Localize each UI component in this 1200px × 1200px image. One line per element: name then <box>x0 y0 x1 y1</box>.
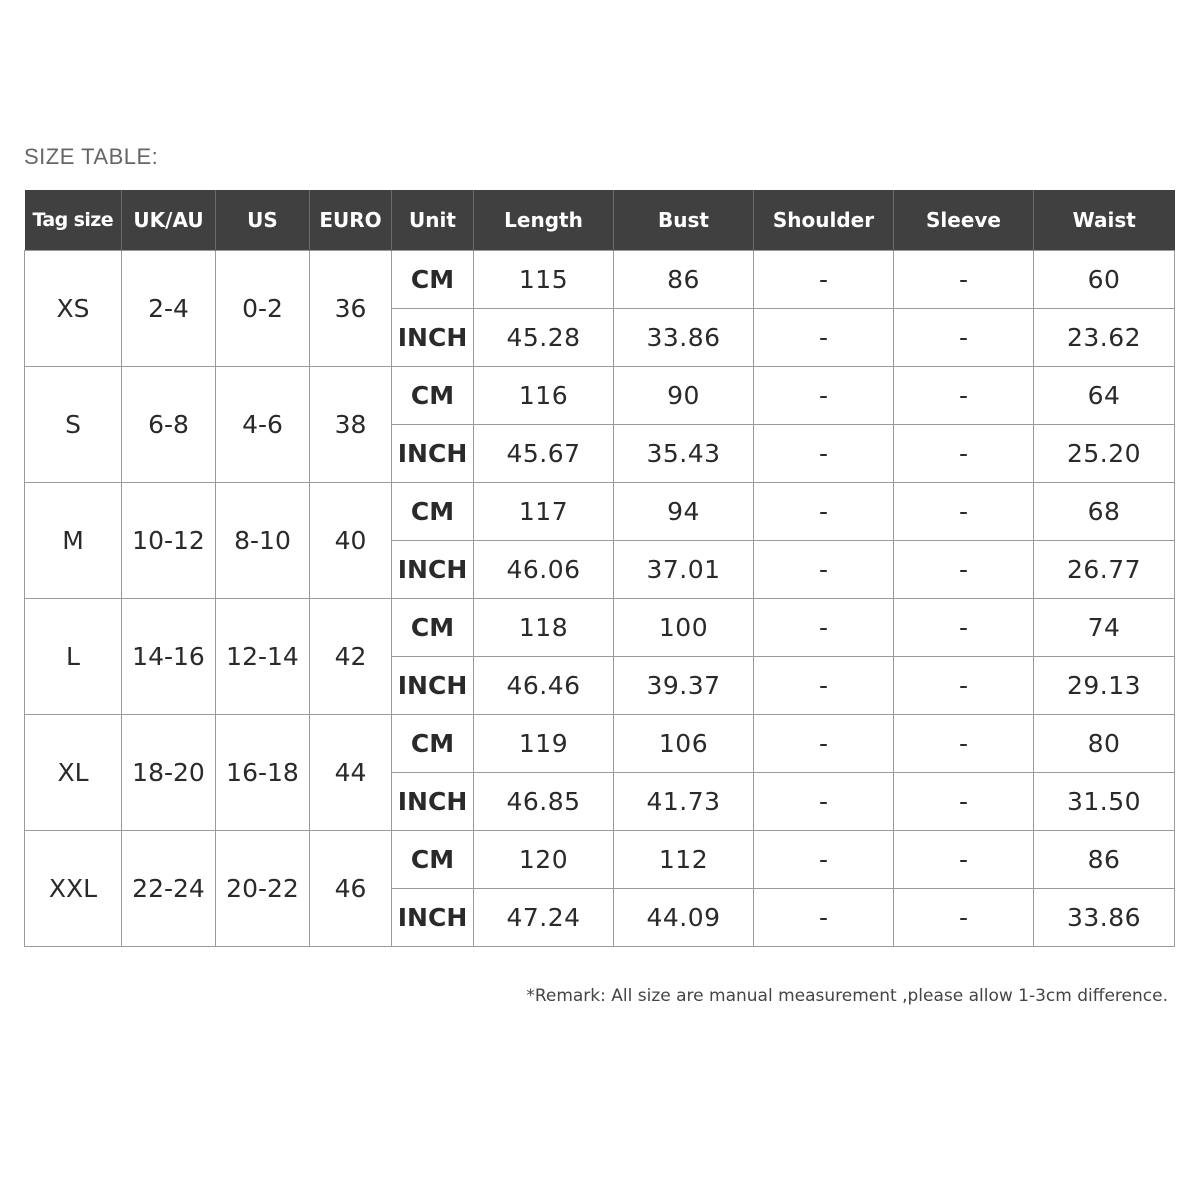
euro-cell: 40 <box>310 483 392 599</box>
length-cell: 46.46 <box>474 657 614 715</box>
header-us: US <box>216 190 310 251</box>
bust-cell: 112 <box>614 831 754 889</box>
shoulder-cell: - <box>754 309 894 367</box>
waist-cell: 60 <box>1034 251 1175 309</box>
unit-cell: CM <box>392 483 474 541</box>
table-row <box>25 831 1175 889</box>
waist-cell: 31.50 <box>1034 773 1175 831</box>
table-header <box>25 190 1175 251</box>
waist-cell: 29.13 <box>1034 657 1175 715</box>
shoulder-cell: - <box>754 483 894 541</box>
size-table-title: SIZE TABLE: <box>24 144 159 169</box>
us-cell: 4-6 <box>216 367 310 483</box>
shoulder-cell: - <box>754 831 894 889</box>
waist-cell: 86 <box>1034 831 1175 889</box>
unit-cell: CM <box>392 599 474 657</box>
uk-au-cell: 2-4 <box>122 251 216 367</box>
length-cell: 47.24 <box>474 889 614 947</box>
us-cell: 20-22 <box>216 831 310 947</box>
unit-cell: CM <box>392 367 474 425</box>
shoulder-cell: - <box>754 367 894 425</box>
size-table <box>24 190 1175 947</box>
sleeve-cell: - <box>894 657 1034 715</box>
length-cell: 118 <box>474 599 614 657</box>
sleeve-cell: - <box>894 309 1034 367</box>
unit-cell: CM <box>392 715 474 773</box>
length-cell: 46.06 <box>474 541 614 599</box>
sleeve-cell: - <box>894 831 1034 889</box>
length-cell: 45.28 <box>474 309 614 367</box>
bust-cell: 39.37 <box>614 657 754 715</box>
waist-cell: 68 <box>1034 483 1175 541</box>
unit-cell: CM <box>392 831 474 889</box>
shoulder-cell: - <box>754 657 894 715</box>
length-cell: 46.85 <box>474 773 614 831</box>
waist-cell: 25.20 <box>1034 425 1175 483</box>
bust-cell: 37.01 <box>614 541 754 599</box>
sleeve-cell: - <box>894 599 1034 657</box>
euro-cell: 42 <box>310 599 392 715</box>
uk-au-cell: 6-8 <box>122 367 216 483</box>
bust-cell: 94 <box>614 483 754 541</box>
sleeve-cell: - <box>894 251 1034 309</box>
tag-size-cell: M <box>25 483 122 599</box>
header-tag-size: Tag size <box>25 190 122 251</box>
header-row <box>25 190 1175 251</box>
bust-cell: 106 <box>614 715 754 773</box>
tag-size-cell: XL <box>25 715 122 831</box>
us-cell: 16-18 <box>216 715 310 831</box>
sleeve-cell: - <box>894 889 1034 947</box>
tag-size-cell: XXL <box>25 831 122 947</box>
uk-au-cell: 14-16 <box>122 599 216 715</box>
shoulder-cell: - <box>754 599 894 657</box>
length-cell: 116 <box>474 367 614 425</box>
uk-au-cell: 18-20 <box>122 715 216 831</box>
length-cell: 117 <box>474 483 614 541</box>
us-cell: 12-14 <box>216 599 310 715</box>
bust-cell: 100 <box>614 599 754 657</box>
table-row <box>25 715 1175 773</box>
remark-note: *Remark: All size are manual measurement ,please allow 1-3cm difference. <box>526 986 1168 1006</box>
table-row <box>25 251 1175 309</box>
shoulder-cell: - <box>754 715 894 773</box>
length-cell: 45.67 <box>474 425 614 483</box>
bust-cell: 44.09 <box>614 889 754 947</box>
tag-size-cell: L <box>25 599 122 715</box>
sleeve-cell: - <box>894 367 1034 425</box>
length-cell: 119 <box>474 715 614 773</box>
table-row <box>25 483 1175 541</box>
shoulder-cell: - <box>754 889 894 947</box>
header-unit: Unit <box>392 190 474 251</box>
sleeve-cell: - <box>894 715 1034 773</box>
table-body <box>25 251 1175 947</box>
unit-cell: INCH <box>392 889 474 947</box>
euro-cell: 36 <box>310 251 392 367</box>
length-cell: 115 <box>474 251 614 309</box>
waist-cell: 80 <box>1034 715 1175 773</box>
unit-cell: INCH <box>392 309 474 367</box>
unit-cell: INCH <box>392 425 474 483</box>
header-length: Length <box>474 190 614 251</box>
bust-cell: 35.43 <box>614 425 754 483</box>
length-cell: 120 <box>474 831 614 889</box>
table-row <box>25 367 1175 425</box>
sleeve-cell: - <box>894 483 1034 541</box>
header-bust: Bust <box>614 190 754 251</box>
tag-size-cell: S <box>25 367 122 483</box>
bust-cell: 86 <box>614 251 754 309</box>
bust-cell: 90 <box>614 367 754 425</box>
euro-cell: 38 <box>310 367 392 483</box>
euro-cell: 46 <box>310 831 392 947</box>
bust-cell: 33.86 <box>614 309 754 367</box>
tag-size-cell: XS <box>25 251 122 367</box>
shoulder-cell: - <box>754 541 894 599</box>
shoulder-cell: - <box>754 251 894 309</box>
uk-au-cell: 22-24 <box>122 831 216 947</box>
shoulder-cell: - <box>754 773 894 831</box>
uk-au-cell: 10-12 <box>122 483 216 599</box>
header-euro: EURO <box>310 190 392 251</box>
waist-cell: 74 <box>1034 599 1175 657</box>
header-waist: Waist <box>1034 190 1175 251</box>
header-shoulder: Shoulder <box>754 190 894 251</box>
us-cell: 8-10 <box>216 483 310 599</box>
euro-cell: 44 <box>310 715 392 831</box>
sleeve-cell: - <box>894 425 1034 483</box>
us-cell: 0-2 <box>216 251 310 367</box>
unit-cell: INCH <box>392 657 474 715</box>
unit-cell: INCH <box>392 541 474 599</box>
waist-cell: 26.77 <box>1034 541 1175 599</box>
sleeve-cell: - <box>894 773 1034 831</box>
unit-cell: CM <box>392 251 474 309</box>
bust-cell: 41.73 <box>614 773 754 831</box>
waist-cell: 23.62 <box>1034 309 1175 367</box>
waist-cell: 64 <box>1034 367 1175 425</box>
shoulder-cell: - <box>754 425 894 483</box>
table-row <box>25 599 1175 657</box>
unit-cell: INCH <box>392 773 474 831</box>
header-uk-au: UK/AU <box>122 190 216 251</box>
waist-cell: 33.86 <box>1034 889 1175 947</box>
sleeve-cell: - <box>894 541 1034 599</box>
header-sleeve: Sleeve <box>894 190 1034 251</box>
